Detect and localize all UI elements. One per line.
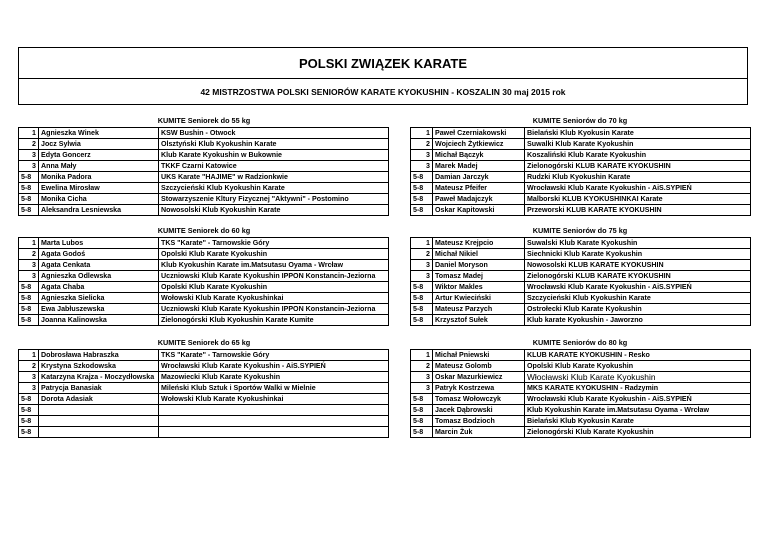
competitor-name-cell: Mateusz Parzych bbox=[433, 304, 525, 315]
table-row bbox=[19, 172, 389, 183]
place-cell: 5-8 bbox=[19, 315, 39, 326]
table-row bbox=[19, 383, 389, 394]
competitor-name-cell: Mateusz Krejpcio bbox=[433, 238, 525, 249]
club-cell: Zielonogórski Klub Kyokushin Karate Kumite bbox=[159, 315, 389, 326]
competitor-name-cell: Jocz Sylwia bbox=[39, 139, 159, 150]
place-cell: 3 bbox=[19, 150, 39, 161]
club-cell: Suwalki Klub Karate Kyokushin bbox=[525, 139, 751, 150]
club-cell: Nowosolski KLUB KARATE KYOKUSHIN bbox=[525, 260, 751, 271]
club-cell: Bielański Klub Kyokusin Karate bbox=[525, 128, 751, 139]
table-row bbox=[411, 361, 751, 372]
section-m80 bbox=[410, 337, 750, 438]
club-cell: Mileński Klub Sztuk i Sportów Walki w Mielnie bbox=[159, 383, 389, 394]
results-table bbox=[410, 237, 751, 326]
table-row bbox=[19, 139, 389, 150]
competitor-name-cell: Joanna Kalinowska bbox=[39, 315, 159, 326]
results-table bbox=[18, 349, 389, 438]
competitor-name-cell: Daniel Moryson bbox=[433, 260, 525, 271]
table-row bbox=[411, 394, 751, 405]
competitor-name-cell bbox=[39, 427, 159, 438]
table-row bbox=[19, 238, 389, 249]
table-row bbox=[411, 205, 751, 216]
table-row bbox=[19, 271, 389, 282]
place-cell: 3 bbox=[411, 260, 433, 271]
competitor-name-cell: Monika Cicha bbox=[39, 194, 159, 205]
competitor-name-cell: Jacek Dąbrowski bbox=[433, 405, 525, 416]
club-cell: Stowarzyszenie Kltury Fizycznej "Aktywni" - Postomino bbox=[159, 194, 389, 205]
club-cell: Klub Kyokushin Karate im.Matsutasu Oyama - Wrcław bbox=[159, 260, 389, 271]
table-row bbox=[411, 405, 751, 416]
table-row bbox=[19, 315, 389, 326]
club-cell bbox=[159, 405, 389, 416]
table-row bbox=[19, 405, 389, 416]
club-cell: Nowosolski Klub Kyokushin Karate bbox=[159, 205, 389, 216]
club-cell: Klub Kyokushin Karate im.Matsutasu Oyama - Wrcław bbox=[525, 405, 751, 416]
results-table bbox=[18, 127, 389, 216]
competitor-name-cell: Dorota Adasiak bbox=[39, 394, 159, 405]
table-row bbox=[411, 249, 751, 260]
section-w55 bbox=[18, 115, 390, 216]
club-cell: UKS Karate "HAJIME" w Radzionkwie bbox=[159, 172, 389, 183]
table-row bbox=[411, 416, 751, 427]
table-row bbox=[19, 150, 389, 161]
place-cell: 3 bbox=[411, 150, 433, 161]
section-w60 bbox=[18, 225, 390, 326]
place-cell: 3 bbox=[19, 161, 39, 172]
club-cell: Bielański Klub Kyokusin Karate bbox=[525, 416, 751, 427]
table-row bbox=[19, 361, 389, 372]
place-cell: 3 bbox=[411, 372, 433, 383]
place-cell: 3 bbox=[19, 383, 39, 394]
table-row bbox=[19, 350, 389, 361]
competitor-name-cell: Mateusz Golomb bbox=[433, 361, 525, 372]
club-cell: Malborski KLUB KYOKUSHINKAI Karate bbox=[525, 194, 751, 205]
table-row bbox=[411, 427, 751, 438]
place-cell: 5-8 bbox=[411, 427, 433, 438]
place-cell: 2 bbox=[411, 139, 433, 150]
table-row bbox=[19, 304, 389, 315]
club-cell bbox=[159, 427, 389, 438]
club-cell: Opolski Klub Karate Kyokushin bbox=[159, 282, 389, 293]
section-m70 bbox=[410, 115, 750, 216]
table-row bbox=[411, 128, 751, 139]
place-cell: 3 bbox=[411, 271, 433, 282]
competitor-name-cell: Agnieszka Winek bbox=[39, 128, 159, 139]
place-cell: 5-8 bbox=[411, 405, 433, 416]
place-cell: 5-8 bbox=[19, 405, 39, 416]
club-cell: Suwalski Klub Karate Kyokushin bbox=[525, 238, 751, 249]
competitor-name-cell: Agata Godoś bbox=[39, 249, 159, 260]
club-cell: KLUB KARATE KYOKUSHIN - Resko bbox=[525, 350, 751, 361]
competitor-name-cell bbox=[39, 405, 159, 416]
club-cell: MKS KARATE KYOKUSHIN - Radzymin bbox=[525, 383, 751, 394]
place-cell: 5-8 bbox=[411, 394, 433, 405]
place-cell: 5-8 bbox=[411, 416, 433, 427]
club-cell: Włocławski Klub Karate Kyokushin bbox=[525, 372, 751, 383]
club-cell: Wrocławski Klub Karate Kyokushin - AiS.SYPIEŃ bbox=[525, 282, 751, 293]
place-cell: 3 bbox=[19, 372, 39, 383]
table-row bbox=[19, 260, 389, 271]
place-cell: 5-8 bbox=[411, 183, 433, 194]
results-table bbox=[410, 349, 751, 438]
place-cell: 1 bbox=[411, 238, 433, 249]
place-cell: 3 bbox=[19, 260, 39, 271]
place-cell: 5-8 bbox=[19, 293, 39, 304]
competitor-name-cell: Agnieszka Odlewska bbox=[39, 271, 159, 282]
competitor-name-cell: Ewa Jabłuszewska bbox=[39, 304, 159, 315]
place-cell: 5-8 bbox=[19, 304, 39, 315]
competitor-name-cell: Edyta Goncerz bbox=[39, 150, 159, 161]
table-row bbox=[411, 139, 751, 150]
table-row bbox=[411, 315, 751, 326]
category-title: KUMITE Seniorek do 55 kg bbox=[157, 116, 251, 125]
place-cell: 3 bbox=[411, 161, 433, 172]
club-cell: Klub Karate Kyokushin w Bukownie bbox=[159, 150, 389, 161]
place-cell: 5-8 bbox=[411, 172, 433, 183]
place-cell: 5-8 bbox=[19, 205, 39, 216]
table-row bbox=[19, 372, 389, 383]
club-cell: Uczniowski Klub Karate Kyokushin IPPON Konstancin-Jeziorna bbox=[159, 304, 389, 315]
club-cell: Wołowski Klub Karate Kyokushinkai bbox=[159, 394, 389, 405]
competitor-name-cell: Marek Madej bbox=[433, 161, 525, 172]
place-cell: 5-8 bbox=[411, 205, 433, 216]
place-cell: 5-8 bbox=[411, 194, 433, 205]
competitor-name-cell: Wiktor Makles bbox=[433, 282, 525, 293]
competitor-name-cell: Tomasz Bodzioch bbox=[433, 416, 525, 427]
table-row bbox=[19, 183, 389, 194]
place-cell: 1 bbox=[19, 238, 39, 249]
competitor-name-cell: Mateusz Pfeifer bbox=[433, 183, 525, 194]
place-cell: 2 bbox=[19, 361, 39, 372]
table-row bbox=[411, 260, 751, 271]
club-cell: Wołowski Klub Karate Kyokushinkai bbox=[159, 293, 389, 304]
competitor-name-cell: Agnieszka Sielicka bbox=[39, 293, 159, 304]
club-cell: Uczniowski Klub Karate Kyokushin IPPON Konstancin-Jeziorna bbox=[159, 271, 389, 282]
place-cell: 5-8 bbox=[19, 416, 39, 427]
table-row bbox=[19, 249, 389, 260]
club-cell: Szczycieński Klub Kyokushin Karate bbox=[525, 293, 751, 304]
results-table bbox=[410, 127, 751, 216]
table-row bbox=[411, 150, 751, 161]
table-row bbox=[411, 293, 751, 304]
category-title: KUMITE Seniorów do 70 kg bbox=[532, 116, 628, 125]
place-cell: 5-8 bbox=[19, 427, 39, 438]
document-title: POLSKI ZWIĄZEK KARATE bbox=[18, 47, 748, 79]
competitor-name-cell: Marta Lubos bbox=[39, 238, 159, 249]
place-cell: 1 bbox=[411, 350, 433, 361]
competitor-name-cell: Wojciech Żytkiewicz bbox=[433, 139, 525, 150]
competitor-name-cell: Oskar Mazurkiewicz bbox=[433, 372, 525, 383]
competitor-name-cell: Monika Padora bbox=[39, 172, 159, 183]
place-cell: 2 bbox=[411, 361, 433, 372]
table-row bbox=[19, 205, 389, 216]
category-title: KUMITE Seniorów do 80 kg bbox=[532, 338, 628, 347]
competitor-name-cell: Agata Cenkata bbox=[39, 260, 159, 271]
table-row bbox=[19, 161, 389, 172]
club-cell: Koszaliński Klub Karate Kyokushin bbox=[525, 150, 751, 161]
competitor-name-cell: Aleksandra Lesniewska bbox=[39, 205, 159, 216]
place-cell: 2 bbox=[19, 249, 39, 260]
club-cell: TKS "Karate" - Tarnowskie Góry bbox=[159, 350, 389, 361]
competitor-name-cell: Patrycja Banasiak bbox=[39, 383, 159, 394]
competitor-name-cell: Ewelina Mirosław bbox=[39, 183, 159, 194]
club-cell: Opolski Klub Karate Kyokushin bbox=[159, 249, 389, 260]
club-cell bbox=[159, 416, 389, 427]
club-cell: Mazowiecki Klub Karate Kyokushin bbox=[159, 372, 389, 383]
competitor-name-cell: Michał Nikiel bbox=[433, 249, 525, 260]
table-row bbox=[411, 183, 751, 194]
section-w65 bbox=[18, 337, 390, 438]
table-row bbox=[19, 427, 389, 438]
competitor-name-cell: Michał Pniewski bbox=[433, 350, 525, 361]
results-table bbox=[18, 237, 389, 326]
place-cell: 5-8 bbox=[19, 194, 39, 205]
competitor-name-cell: Katarzyna Krajza - Moczydłowska bbox=[39, 372, 159, 383]
competitor-name-cell: Anna Mały bbox=[39, 161, 159, 172]
club-cell: TKKF Czarni Katowice bbox=[159, 161, 389, 172]
club-cell: Olsztyński Klub Kyokushin Karate bbox=[159, 139, 389, 150]
table-row bbox=[411, 372, 751, 383]
competitor-name-cell: Tomasz Madej bbox=[433, 271, 525, 282]
club-cell: Przeworski KLUB KARATE KYOKUSHIN bbox=[525, 205, 751, 216]
club-cell: Klub karate Kyokushin - Jaworzno bbox=[525, 315, 751, 326]
club-cell: Wrocławski Klub Karate Kyokushin - AiS.SYPIEŃ bbox=[525, 183, 751, 194]
competitor-name-cell: Michał Bączyk bbox=[433, 150, 525, 161]
club-cell: Opolski Klub Karate Kyokushin bbox=[525, 361, 751, 372]
table-row bbox=[19, 416, 389, 427]
competitor-name-cell: Artur Kwieciński bbox=[433, 293, 525, 304]
competitor-name-cell: Damian Jarczyk bbox=[433, 172, 525, 183]
competitor-name-cell: Krzysztof Sułek bbox=[433, 315, 525, 326]
category-title: KUMITE Seniorek do 65 kg bbox=[157, 338, 251, 347]
table-row bbox=[411, 282, 751, 293]
club-cell: Zielonogórski KLUB KARATE KYOKUSHIN bbox=[525, 271, 751, 282]
place-cell: 5-8 bbox=[19, 282, 39, 293]
club-cell: Rudzki Klub Kyokushin Karate bbox=[525, 172, 751, 183]
table-row bbox=[19, 282, 389, 293]
place-cell: 5-8 bbox=[19, 183, 39, 194]
competitor-name-cell: Krystyna Szkodowska bbox=[39, 361, 159, 372]
table-row bbox=[411, 350, 751, 361]
competitor-name-cell: Dobrosława Habraszka bbox=[39, 350, 159, 361]
category-title: KUMITE Seniorek do 60 kg bbox=[157, 226, 251, 235]
competitor-name-cell bbox=[39, 416, 159, 427]
table-row bbox=[411, 161, 751, 172]
table-row bbox=[411, 194, 751, 205]
place-cell: 5-8 bbox=[19, 394, 39, 405]
club-cell: Ostrołecki Klub Karate Kyokushin bbox=[525, 304, 751, 315]
competitor-name-cell: Oskar Kapitowski bbox=[433, 205, 525, 216]
competitor-name-cell: Agata Chaba bbox=[39, 282, 159, 293]
club-cell: Wrocławski Klub Karate Kyokushin - AiS.SYPIEŃ bbox=[159, 361, 389, 372]
club-cell: Szczycieński Klub Kyokushin Karate bbox=[159, 183, 389, 194]
place-cell: 3 bbox=[19, 271, 39, 282]
competitor-name-cell: Paweł Madajczyk bbox=[433, 194, 525, 205]
place-cell: 1 bbox=[19, 128, 39, 139]
table-row bbox=[411, 304, 751, 315]
place-cell: 1 bbox=[411, 128, 433, 139]
place-cell: 3 bbox=[411, 383, 433, 394]
club-cell: TKS "Karate" - Tarnowskie Góry bbox=[159, 238, 389, 249]
competitor-name-cell: Tomasz Wołowczyk bbox=[433, 394, 525, 405]
competitor-name-cell: Paweł Czerniakowski bbox=[433, 128, 525, 139]
document-subtitle: 42 MISTRZOSTWA POLSKI SENIORÓW KARATE KYOKUSHIN - KOSZALIN 30 maj 2015 rok bbox=[18, 78, 748, 105]
table-row bbox=[411, 271, 751, 282]
category-title: KUMITE Seniorów do 75 kg bbox=[532, 226, 628, 235]
table-row bbox=[19, 394, 389, 405]
club-cell: Siechnicki Klub Karate Kyokushin bbox=[525, 249, 751, 260]
table-row bbox=[19, 194, 389, 205]
place-cell: 5-8 bbox=[411, 315, 433, 326]
table-row bbox=[411, 383, 751, 394]
table-row bbox=[19, 293, 389, 304]
competitor-name-cell: Marcin Żuk bbox=[433, 427, 525, 438]
table-row bbox=[19, 128, 389, 139]
place-cell: 2 bbox=[411, 249, 433, 260]
table-row bbox=[411, 238, 751, 249]
place-cell: 5-8 bbox=[411, 282, 433, 293]
club-cell: Wrocławski Klub Karate Kyokushin - AiS.SYPIEŃ bbox=[525, 394, 751, 405]
competitor-name-cell: Patryk Kostrzewa bbox=[433, 383, 525, 394]
place-cell: 2 bbox=[19, 139, 39, 150]
table-row bbox=[411, 172, 751, 183]
section-m75 bbox=[410, 225, 750, 326]
place-cell: 5-8 bbox=[411, 304, 433, 315]
place-cell: 5-8 bbox=[19, 172, 39, 183]
club-cell: Zielonogórski Klub Karate Kyokushin bbox=[525, 427, 751, 438]
club-cell: Zielonogórski KLUB KARATE KYOKUSHIN bbox=[525, 161, 751, 172]
club-cell: KSW Bushin - Otwock bbox=[159, 128, 389, 139]
place-cell: 1 bbox=[19, 350, 39, 361]
place-cell: 5-8 bbox=[411, 293, 433, 304]
